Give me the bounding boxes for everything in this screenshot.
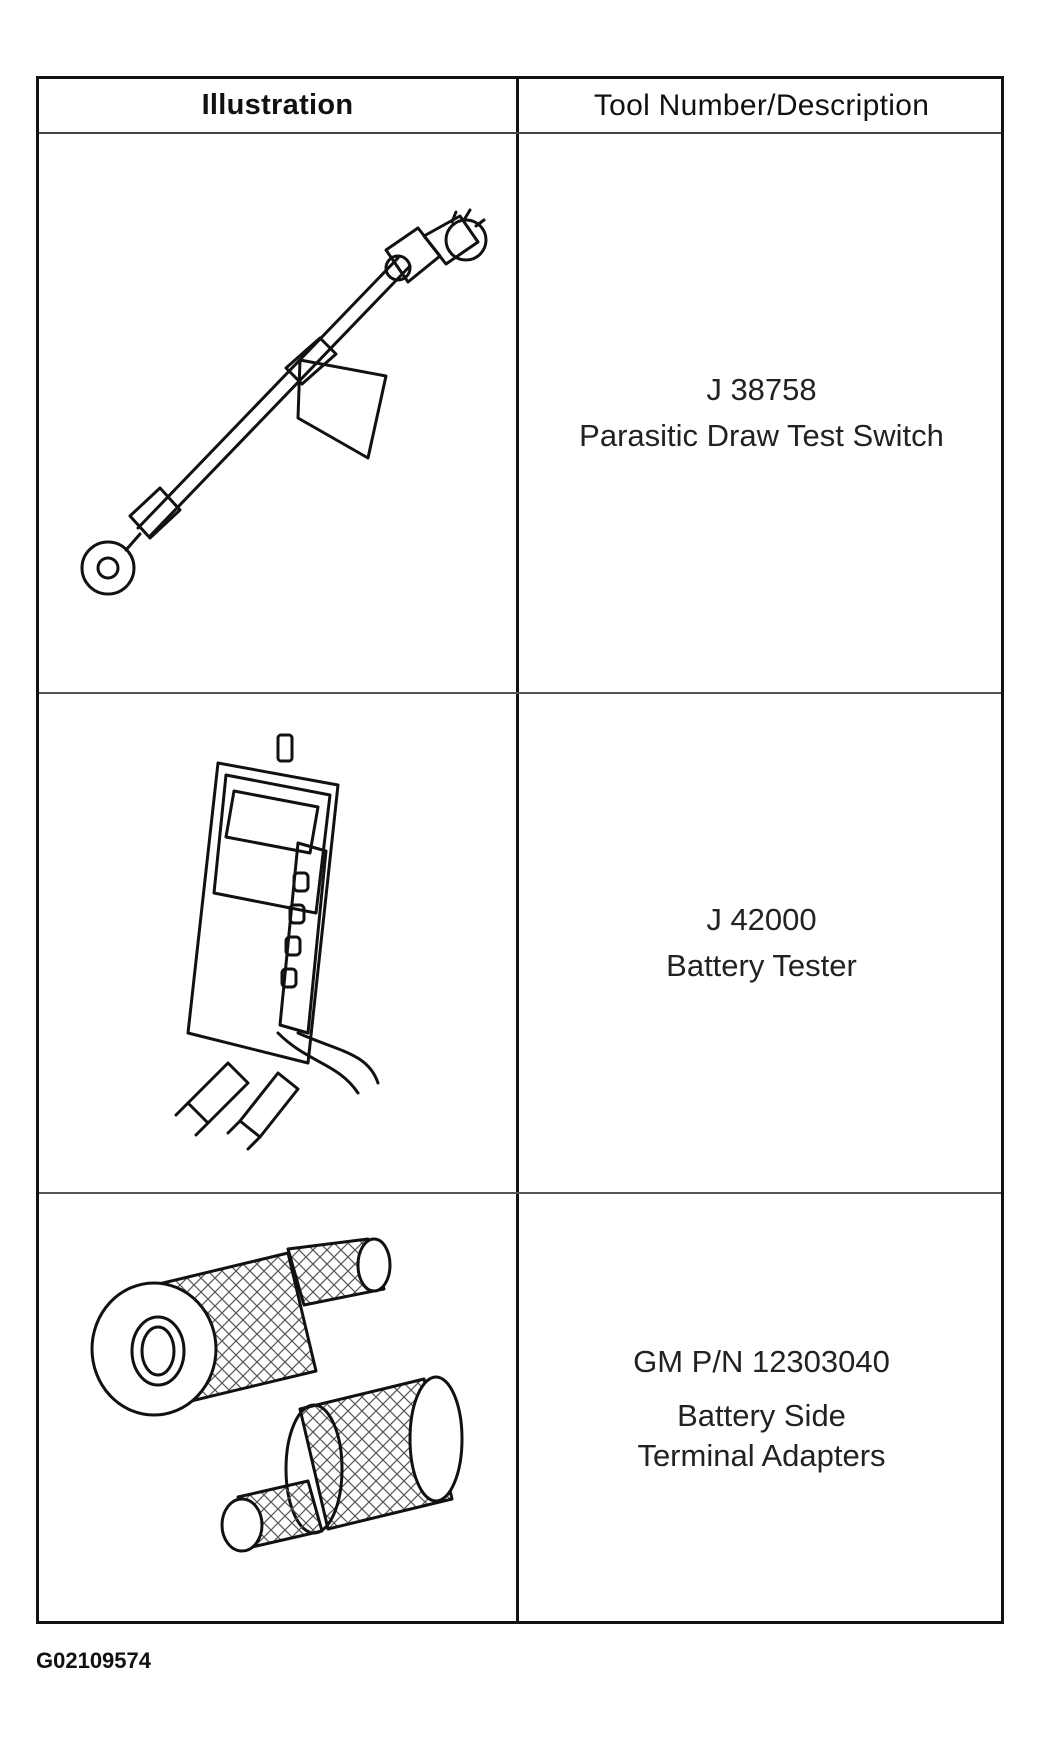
table-row-3-description	[519, 1194, 1004, 1624]
tool-number: GM P/N 12303040	[633, 1344, 890, 1379]
tool-number: J 42000	[706, 902, 817, 937]
table-row-1-description	[519, 134, 1004, 692]
tool-table	[36, 76, 1004, 1624]
figure-id: G02109574	[36, 1648, 151, 1673]
parasitic-draw-test-switch-icon	[68, 198, 488, 628]
tool-description: Parasitic Draw Test Switch	[579, 418, 944, 453]
tool-number: J 38758	[706, 372, 817, 407]
header-illustration: Illustration	[201, 89, 354, 121]
tool-description-line-2: Terminal Adapters	[637, 1438, 886, 1473]
tool-description-line-1: Battery Side	[677, 1398, 846, 1433]
battery-tester-icon	[148, 733, 408, 1153]
terminal-adapters-icon	[68, 1229, 488, 1589]
table-row-1-illustration	[39, 134, 516, 692]
table-row-2-illustration	[39, 694, 516, 1192]
table-row-2-description	[519, 694, 1004, 1192]
header-tool-number-description: Tool Number/Description	[593, 88, 930, 122]
tool-description: Battery Tester	[666, 948, 857, 983]
table-row-3-illustration	[39, 1194, 516, 1624]
